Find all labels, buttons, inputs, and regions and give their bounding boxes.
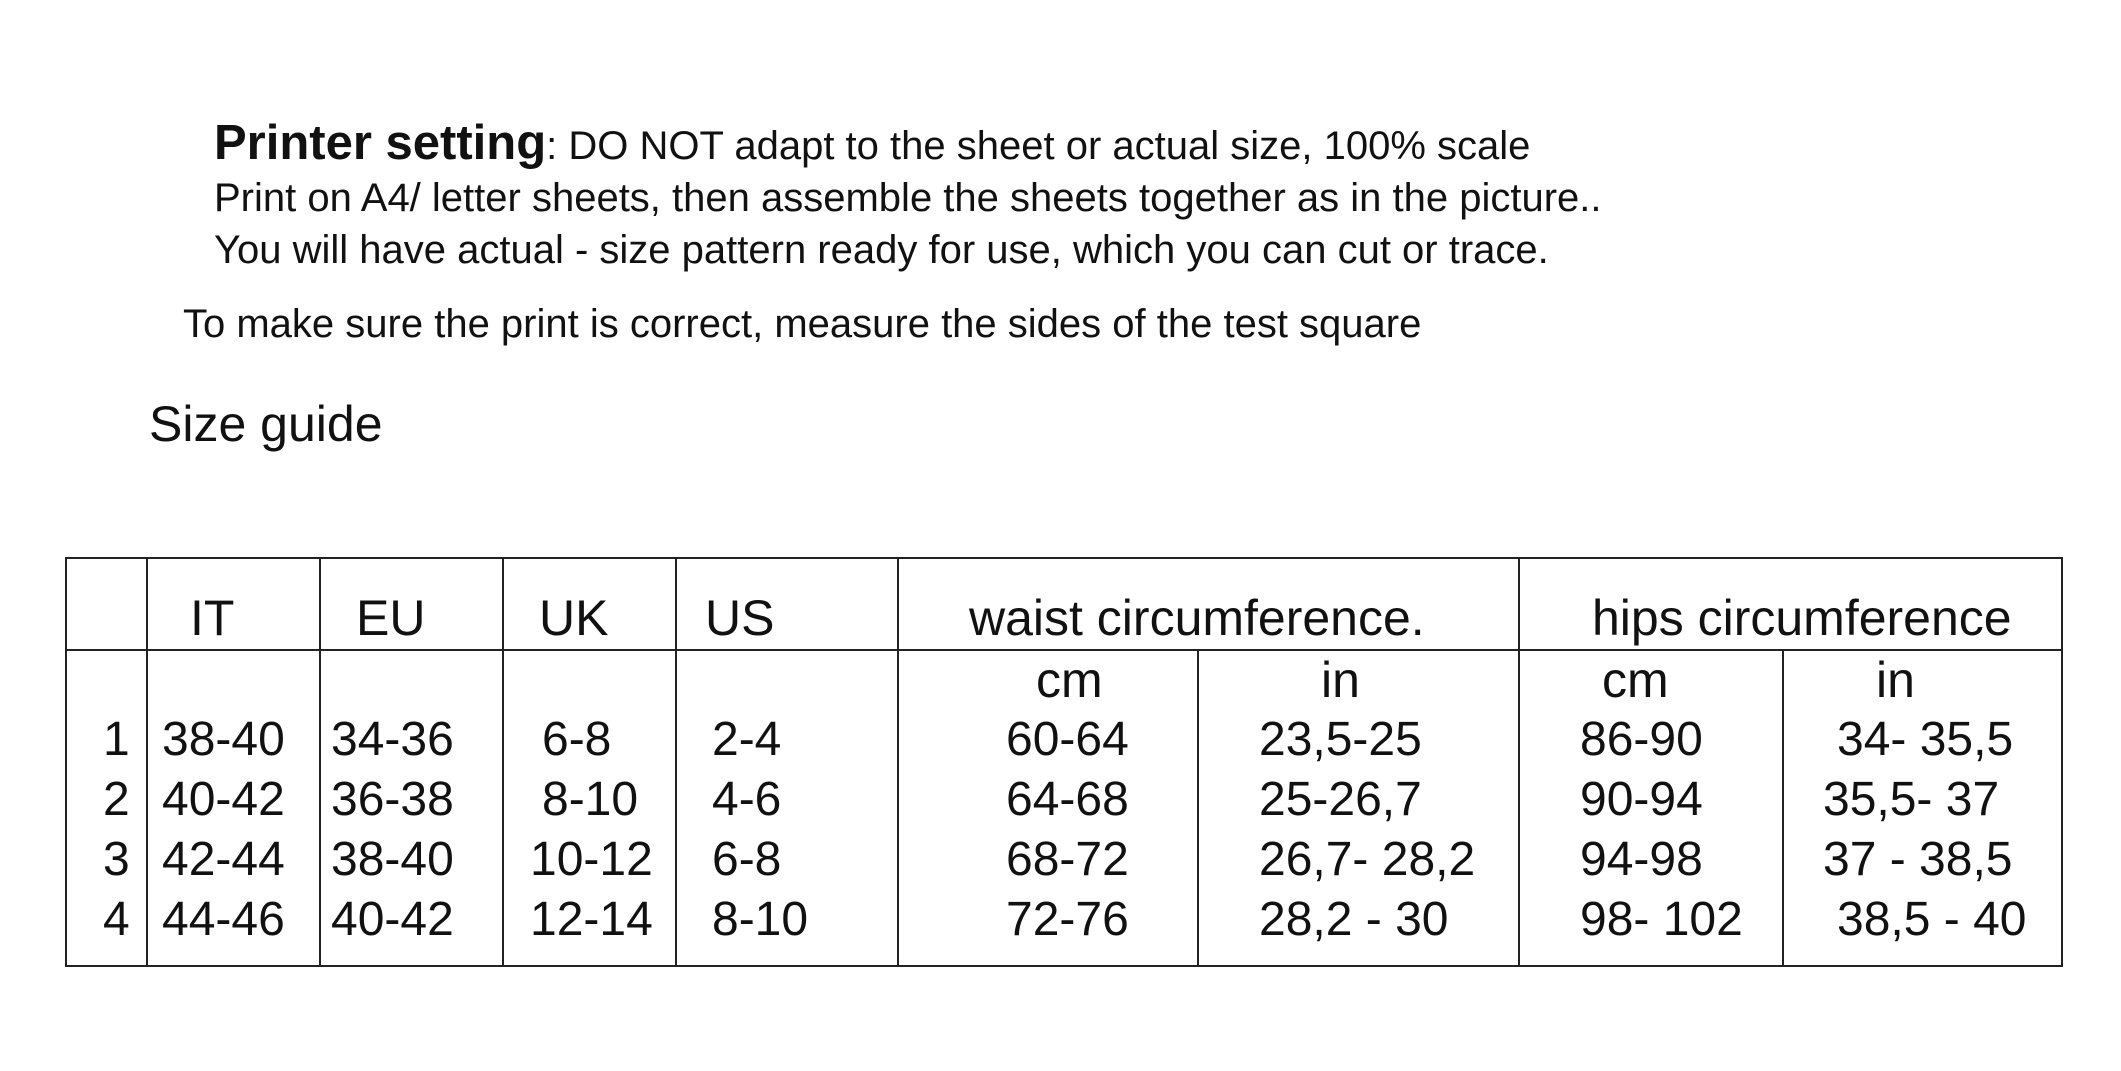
table-divider [146, 559, 148, 965]
subheader-waist-cm: cm [1036, 652, 1103, 708]
cell-waist-cm: 72-76 [1006, 893, 1129, 946]
cell-hips-cm: 98- 102 [1580, 893, 1743, 946]
table-divider [502, 559, 504, 965]
table-divider [675, 559, 677, 965]
cell-it: 38-40 [162, 713, 285, 766]
table-row-index: 3 [103, 833, 130, 886]
pattern-usage-instruction: You will have actual - size pattern ready for use, which you can cut or trace. [214, 228, 1549, 272]
cell-uk: 6-8 [542, 713, 612, 766]
cell-waist-in: 26,7- 28,2 [1259, 833, 1476, 886]
cell-us: 2-4 [712, 713, 782, 766]
cell-waist-cm: 60-64 [1006, 713, 1129, 766]
cell-uk: 10-12 [530, 833, 653, 886]
header-waist: waist circumference. [969, 590, 1425, 646]
cell-eu: 34-36 [331, 713, 454, 766]
cell-it: 42-44 [162, 833, 285, 886]
cell-waist-in: 23,5-25 [1259, 713, 1422, 766]
table-divider [1782, 651, 1784, 965]
table-header-rule [67, 649, 2061, 651]
table-divider [1518, 559, 1520, 965]
cell-uk: 12-14 [530, 893, 653, 946]
printer-setting-line [214, 115, 1530, 171]
table-divider [319, 559, 321, 965]
header-uk: UK [539, 590, 609, 646]
cell-hips-cm: 86-90 [1580, 713, 1703, 766]
test-square-instruction: To make sure the print is correct, measure the sides of the test square [183, 302, 1422, 346]
cell-hips-in: 37 - 38,5 [1823, 833, 2013, 886]
cell-us: 6-8 [712, 833, 782, 886]
subheader-waist-in: in [1321, 652, 1360, 708]
cell-eu: 36-38 [331, 773, 454, 826]
cell-us: 8-10 [712, 893, 809, 946]
printer-setting-label: Printer setting [214, 116, 547, 170]
header-eu: EU [356, 590, 426, 646]
size-guide-table [65, 557, 2063, 967]
cell-waist-in: 25-26,7 [1259, 773, 1422, 826]
header-it: IT [190, 590, 235, 646]
header-us: US [705, 590, 775, 646]
cell-it: 44-46 [162, 893, 285, 946]
table-row-index: 4 [103, 893, 130, 946]
cell-us: 4-6 [712, 773, 782, 826]
table-divider [1197, 651, 1199, 965]
cell-hips-in: 38,5 - 40 [1837, 893, 2027, 946]
cell-uk: 8-10 [542, 773, 639, 826]
cell-it: 40-42 [162, 773, 285, 826]
cell-hips-cm: 94-98 [1580, 833, 1703, 886]
subheader-hips-in: in [1876, 652, 1915, 708]
size-guide-title: Size guide [149, 396, 383, 452]
cell-hips-cm: 90-94 [1580, 773, 1703, 826]
header-hips: hips circumference [1592, 590, 2012, 646]
cell-waist-in: 28,2 - 30 [1259, 893, 1449, 946]
table-divider [897, 559, 899, 965]
cell-waist-cm: 64-68 [1006, 773, 1129, 826]
subheader-hips-cm: cm [1602, 652, 1669, 708]
print-sheets-instruction: Print on A4/ letter sheets, then assemble the sheets together as in the picture.. [214, 176, 1602, 220]
cell-hips-in: 34- 35,5 [1837, 713, 2014, 766]
table-row-index: 2 [103, 773, 130, 826]
cell-waist-cm: 68-72 [1006, 833, 1129, 886]
cell-hips-in: 35,5- 37 [1823, 773, 2000, 826]
cell-eu: 40-42 [331, 893, 454, 946]
printer-setting-text: : DO NOT adapt to the sheet or actual size, 100% scale [546, 124, 1531, 168]
cell-eu: 38-40 [331, 833, 454, 886]
table-row-index: 1 [103, 713, 130, 766]
